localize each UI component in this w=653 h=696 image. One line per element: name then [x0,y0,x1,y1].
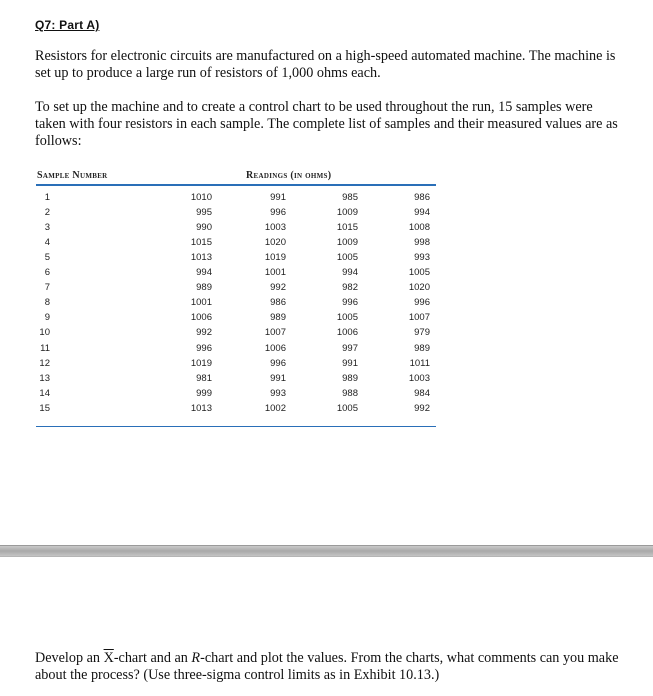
table-row [36,267,436,282]
sample-number-cell: 13 [39,373,50,384]
reading-3-cell: 1005 [336,403,358,414]
reading-4-cell: 989 [414,343,430,354]
reading-3-cell: 1006 [336,327,358,338]
reading-2-cell: 986 [270,297,286,308]
reading-3-cell: 997 [342,343,358,354]
reading-3-cell: 996 [342,297,358,308]
reading-4-cell: 986 [414,192,430,203]
reading-4-cell: 1005 [408,267,430,278]
sample-number-cell: 7 [44,282,50,293]
reading-4-cell: 996 [414,297,430,308]
reading-3-cell: 1005 [336,312,358,323]
reading-2-cell: 996 [270,207,286,218]
sample-number-cell: 3 [44,222,50,233]
reading-1-cell: 1001 [190,297,212,308]
reading-2-cell: 1007 [264,327,286,338]
reading-2-cell: 991 [270,373,286,384]
table-row [36,312,436,327]
readings-header: Readings (in ohms) [246,170,332,181]
reading-2-cell: 1020 [264,237,286,248]
reading-2-cell: 993 [270,388,286,399]
page-divider [0,545,653,557]
reading-4-cell: 994 [414,207,430,218]
setup-paragraph: To set up the machine and to create a control chart to be used throughout the run, 15 samples were taken with four resistors in each sample. The complete list of samples and their measured values are as follows: [35,99,618,149]
reading-2-cell: 996 [270,358,286,369]
reading-3-cell: 989 [342,373,358,384]
reading-1-cell: 1013 [190,252,212,263]
sample-number-cell: 14 [39,388,50,399]
reading-1-cell: 995 [196,207,212,218]
intro-paragraph: Resistors for electronic circuits are manufactured on a high-speed automated machine. The machine is set up to produce a large run of resistors of 1,000 ohms each. [35,48,616,81]
reading-1-cell: 990 [196,222,212,233]
reading-2-cell: 991 [270,192,286,203]
reading-1-cell: 992 [196,327,212,338]
question-suffix: -chart and plot the values. From the charts, what comments can you make about the process? (Use three-sigma control limits as in Exhibit 10.13.) [35,650,619,683]
reading-1-cell: 989 [196,282,212,293]
reading-4-cell: 984 [414,388,430,399]
reading-1-cell: 1013 [190,403,212,414]
reading-2-cell: 992 [270,282,286,293]
reading-3-cell: 1009 [336,237,358,248]
r-symbol: R [191,650,201,666]
reading-3-cell: 985 [342,192,358,203]
reading-2-cell: 1019 [264,252,286,263]
reading-3-cell: 988 [342,388,358,399]
sample-number-cell: 11 [40,343,50,354]
question-mid: -chart and an [113,650,192,666]
reading-4-cell: 993 [414,252,430,263]
table-row [36,192,436,207]
table-row [36,403,436,418]
reading-3-cell: 982 [342,282,358,293]
reading-2-cell: 1002 [264,403,286,414]
sample-number-cell: 15 [39,403,50,414]
reading-4-cell: 1020 [408,282,430,293]
table-row [36,207,436,222]
reading-4-cell: 998 [414,237,430,248]
table-row [36,297,436,312]
reading-4-cell: 1008 [408,222,430,233]
sample-number-cell: 4 [44,237,50,248]
reading-2-cell: 1003 [264,222,286,233]
table-top-rule [36,184,436,186]
reading-3-cell: 1015 [336,222,358,233]
question-title: Q7: Part A) [35,18,100,32]
reading-2-cell: 1001 [264,267,286,278]
sample-number-cell: 10 [39,327,50,338]
reading-4-cell: 1003 [408,373,430,384]
reading-3-cell: 1005 [336,252,358,263]
reading-1-cell: 981 [196,373,212,384]
sample-number-cell: 8 [44,297,50,308]
sample-number-cell: 5 [44,252,50,263]
reading-1-cell: 994 [196,267,212,278]
table-row [36,358,436,373]
reading-2-cell: 989 [270,312,286,323]
table-row [36,343,436,358]
sample-number-cell: 12 [39,358,50,369]
reading-1-cell: 1006 [190,312,212,323]
table-row [36,252,436,267]
sample-number-header: Sample Number [37,170,108,181]
reading-4-cell: 992 [414,403,430,414]
table-row [36,327,436,342]
table-bottom-rule [36,426,436,427]
table-row [36,282,436,297]
reading-1-cell: 1019 [190,358,212,369]
table-row [36,388,436,403]
reading-4-cell: 1011 [409,358,430,369]
sample-number-cell: 1 [44,192,50,203]
reading-1-cell: 1010 [190,192,212,203]
reading-1-cell: 996 [196,343,212,354]
table-row [36,373,436,388]
reading-1-cell: 1015 [190,237,212,248]
table-row [36,222,436,237]
question-prefix: Develop an [35,650,104,666]
xbar-symbol: $\overline{X}$ [103,650,114,666]
sample-number-cell: 9 [44,312,50,323]
question-paragraph [35,650,635,684]
reading-3-cell: 1009 [336,207,358,218]
reading-1-cell: 999 [196,388,212,399]
reading-4-cell: 1007 [408,312,430,323]
reading-3-cell: 994 [342,267,358,278]
reading-4-cell: 979 [414,327,430,338]
sample-number-cell: 2 [44,207,50,218]
table-row [36,237,436,252]
reading-2-cell: 1006 [264,343,286,354]
readings-table [36,192,436,418]
sample-number-cell: 6 [44,267,50,278]
reading-3-cell: 991 [342,358,358,369]
